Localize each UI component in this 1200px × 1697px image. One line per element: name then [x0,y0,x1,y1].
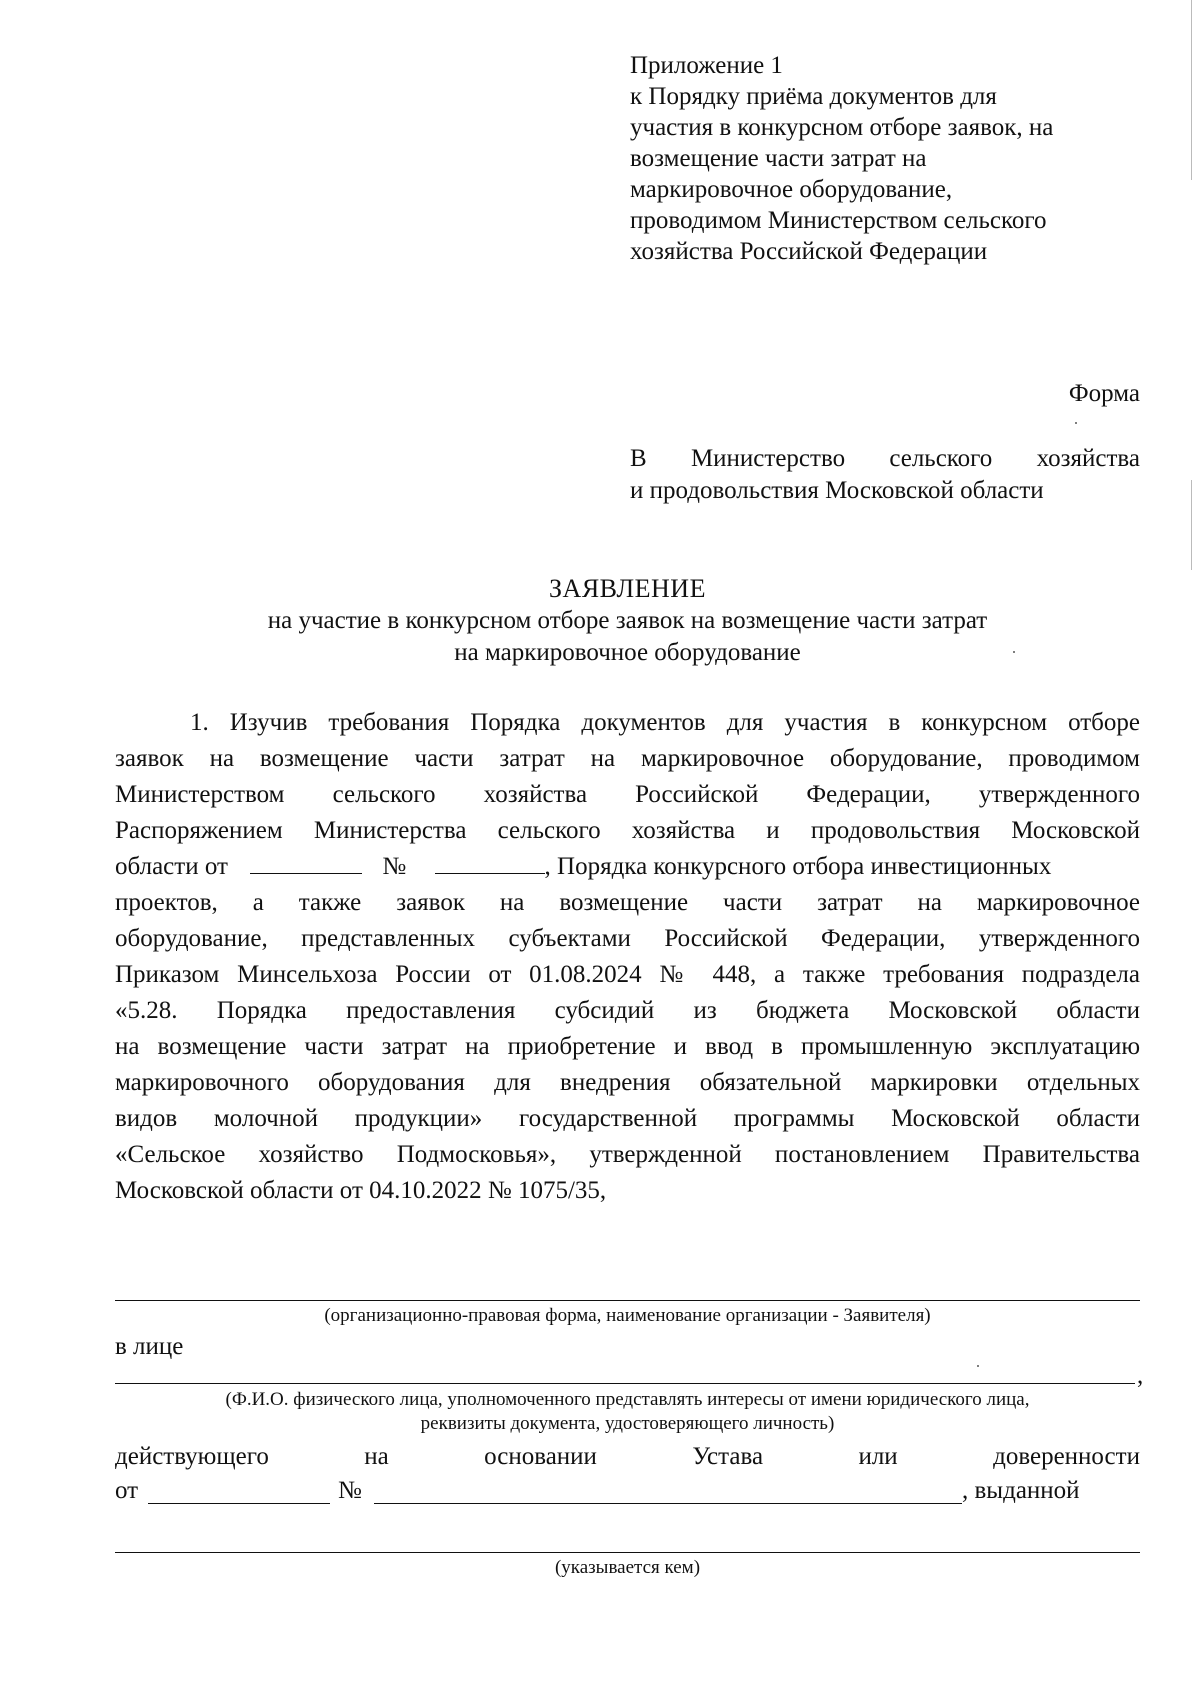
basis-row [115,1441,1140,1473]
scan-speck [977,1365,979,1367]
from-label: от [115,1477,139,1504]
issued-label: , выданной [962,1477,1080,1504]
addressee-line-2: и продовольствия Московской области [630,477,1044,504]
annex-line: хозяйства Российской Федерации [630,238,988,265]
body-line: заявок на возмещение части затрат на маркировочное оборудование, проводимом [115,745,1140,772]
body-text-fragment: № [382,853,407,880]
scan-edge-mark [1191,0,1192,180]
addressee-word: хозяйства [1036,445,1140,472]
annex-line: возмещение части затрат на [630,145,927,172]
basis-word: доверенности [993,1443,1140,1470]
body-line: 1. Изучив требования Порядка документов для участия в конкурсном отборе [190,709,1140,736]
annex-line: маркировочное оборудование, [630,176,953,203]
body-line: Министерством сельского хозяйства Российской Федерации, утвержденного [115,781,1140,808]
title-block [115,573,1140,669]
document-subtitle-2: на маркировочное оборудование [454,639,801,666]
body-paragraph [115,705,1140,1209]
document-title: ЗАЯВЛЕНИЕ [549,574,706,603]
body-line: на возмещение части затрат на приобретение и ввод в промышленную эксплуатацию [115,1033,1140,1060]
addressee-line-1 [630,443,1140,475]
body-text-fragment: области от [115,853,228,880]
doc-date-input-line[interactable] [148,1503,330,1504]
basis-word: основании [484,1443,597,1470]
basis-word: на [364,1443,389,1470]
person-caption-line-2: реквизиты документа, удостоверяющего личность) [420,1413,835,1434]
body-line: «Сельское хозяйство Подмосковья», утвержденной постановлением Правительства [115,1141,1140,1168]
scan-edge-mark [1191,480,1192,570]
scan-speck [1013,651,1015,653]
annex-line: проводимом Министерством сельского [630,207,1047,234]
issued-by-caption: (указывается кем) [554,1557,701,1578]
addressee-word: сельского [889,445,993,472]
scan-speck [1075,422,1077,424]
annex-line: участия в конкурсном отборе заявок, на [630,114,1054,141]
person-input-line[interactable] [115,1383,1135,1384]
in-person-label: в лице [115,1333,184,1360]
issued-by-input-line[interactable] [115,1552,1140,1553]
body-line: проектов, а также заявок на возмещение части затрат на маркировочное [115,889,1140,916]
body-line: «5.28. Порядка предоставления субсидий из бюджета Московской области [115,997,1140,1024]
number-label: № [338,1477,362,1504]
addressee-word: В [630,445,647,472]
form-label: Форма [1068,380,1140,407]
number-blank-field[interactable] [435,851,545,874]
document-subtitle-1: на участие в конкурсном отборе заявок на возмещение части затрат [267,607,988,634]
annex-header [630,50,1150,267]
annex-line: к Порядку приёма документов для [630,83,997,110]
body-line: маркировочного оборудования для внедрения обязательной маркировки отдельных [115,1069,1140,1096]
person-caption-line-1: (Ф.И.О. физического лица, уполномоченного представлять интересы от имени юридического лица, [225,1389,1030,1410]
body-line: Приказом Минсельхоза России от 01.08.2024 № 448, а также требования подраздела [115,961,1140,988]
date-blank-field[interactable] [250,851,362,874]
body-text-fragment: , Порядка конкурсного отбора инвестиционных [544,853,1052,880]
addressee-block [630,443,1140,507]
annex-line: Приложение 1 [630,52,783,79]
body-line: Распоряжением Министерства сельского хозяйства и продовольствия Московской [115,817,1140,844]
basis-word: Устава [692,1443,764,1470]
basis-word: действующего [115,1443,269,1470]
body-line-with-blanks [115,849,1140,885]
doc-number-input-line[interactable] [374,1503,962,1504]
body-line: оборудование, представленных субъектами Российской Федерации, утвержденного [115,925,1140,952]
addressee-word: Министерство [690,445,846,472]
basis-word: или [858,1443,898,1470]
organization-input-line[interactable] [115,1300,1140,1301]
organization-caption: (организационно-правовая форма, наименование организации - Заявителя) [324,1305,931,1326]
body-line: Московской области от 04.10.2022 № 1075/35, [115,1177,607,1204]
person-line-comma: , [1137,1362,1144,1389]
body-line: видов молочной продукции» государственной программы Московской области [115,1105,1140,1132]
